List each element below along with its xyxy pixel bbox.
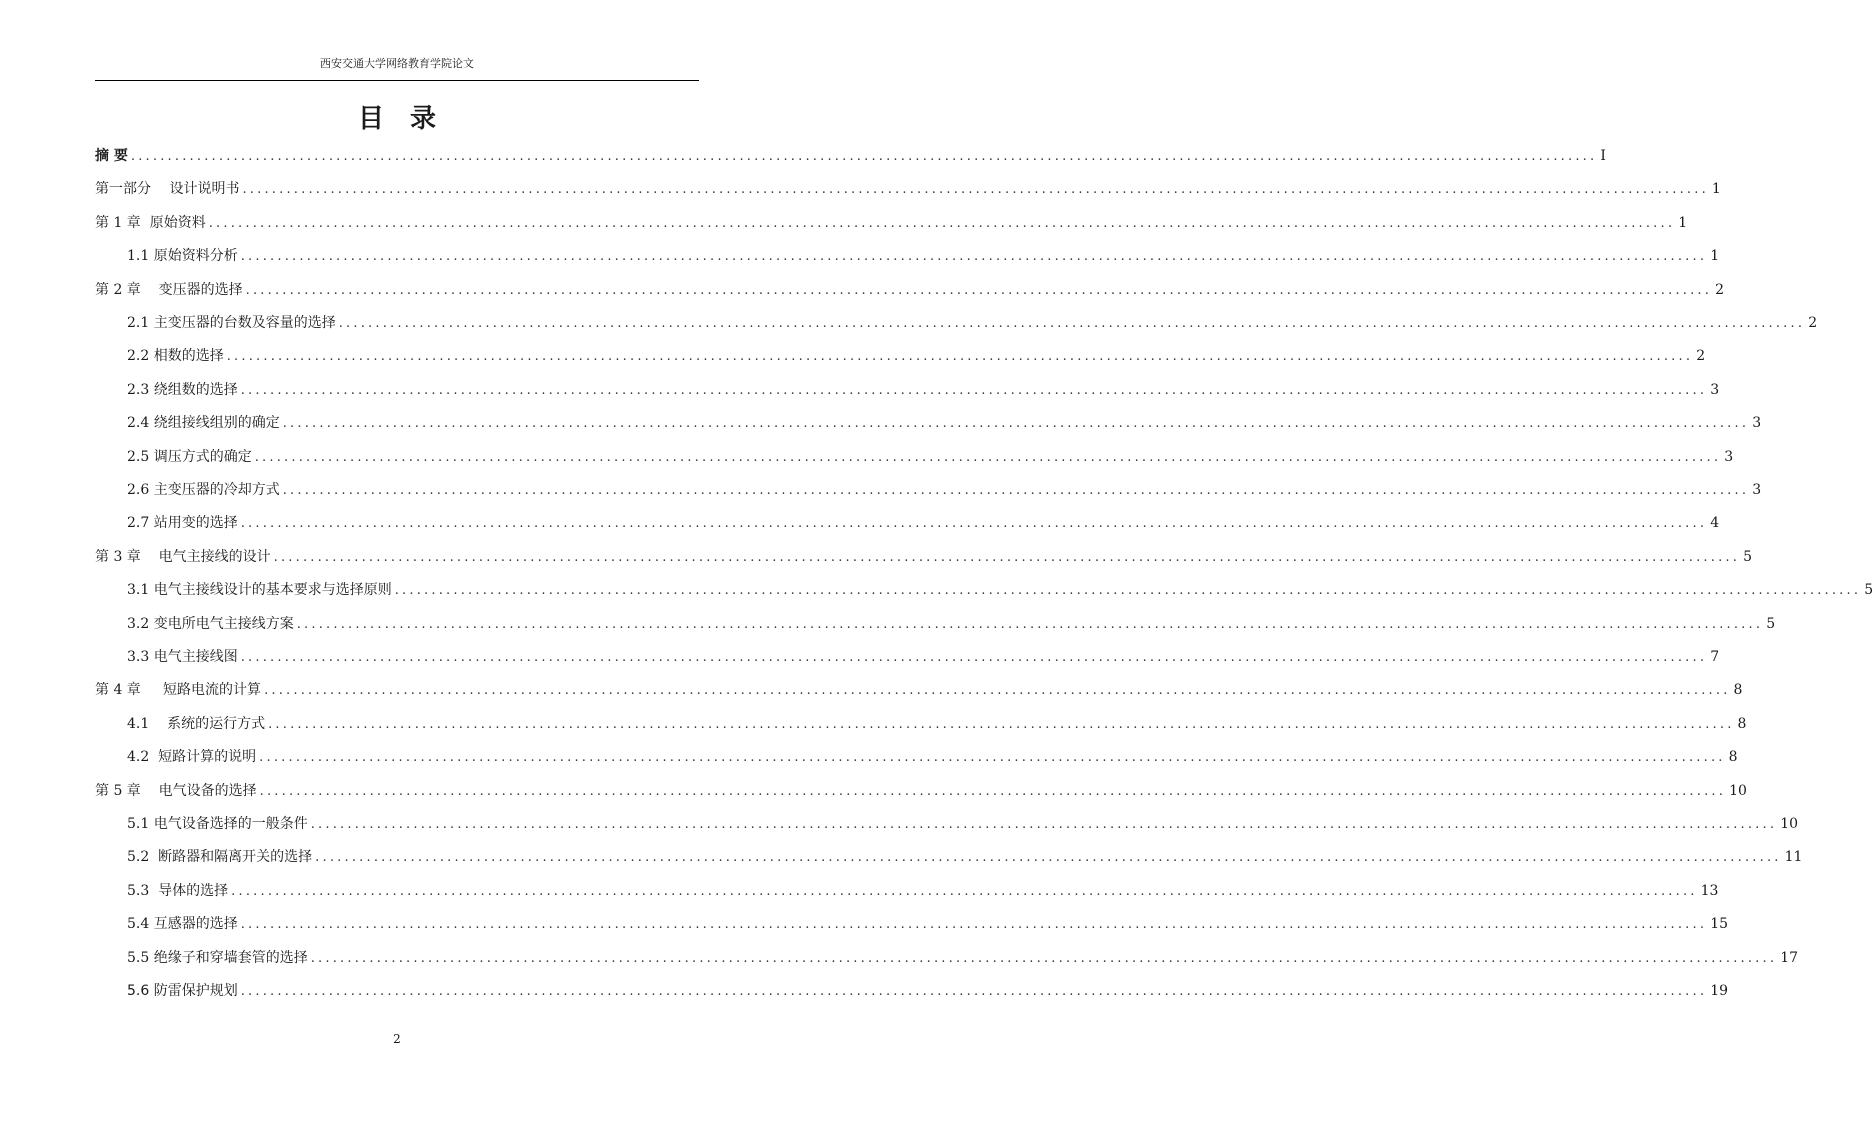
toc-entry-page: 10 (1729, 782, 1747, 799)
toc-entry-page: 15 (1710, 916, 1729, 933)
toc-entry-label: 1.1 原始资料分析 (127, 248, 238, 265)
document-header: 西安交通大学网络教育学院论文 (320, 57, 474, 70)
toc-entry-page: 3 (1752, 482, 1762, 498)
toc-entry-label: 4.2 短路计算的说明 (127, 749, 257, 766)
toc-entry-page: 2 (1715, 281, 1724, 298)
toc-leader-dots: ........................................................................................................................................................................................................ (240, 382, 1708, 398)
toc-leader-dots: ........................................................................................................................................................................................................ (296, 616, 1764, 632)
toc-entry-page: 2 (1808, 315, 1818, 331)
toc-entry-page: 2 (1696, 348, 1706, 365)
toc-leader-dots: ........................................................................................................................................................................................................ (259, 750, 1726, 766)
toc-entry-page: 8 (1728, 749, 1738, 766)
toc-entry-page: 3 (1752, 415, 1762, 432)
toc-entry-page: 5 (1864, 582, 1873, 599)
toc-entry[interactable] (95, 212, 1688, 234)
toc-entry-label: 5.3 导体的选择 (127, 882, 229, 899)
toc-entry-label: 第 2 章 变压器的选择 (95, 281, 243, 298)
toc-entry-page: 17 (1780, 949, 1799, 966)
toc-entry-label: 3.2 变电所电气主接线方案 (127, 615, 294, 632)
toc-entry-page: 5 (1743, 548, 1752, 565)
toc-entry[interactable] (127, 245, 1720, 267)
toc-leader-dots: ........................................................................................................................................................................................................ (208, 215, 1676, 231)
toc-leader-dots: ........................................................................................................................................................................................................ (240, 650, 1708, 665)
toc-entry-label: 3.3 电气主接线图 (127, 649, 238, 665)
toc-entry[interactable] (127, 846, 1803, 868)
toc-entry-label: 5.6 防雷保护规划 (127, 983, 238, 999)
toc-leader-dots: ........................................................................................................................................................................................................ (240, 984, 1708, 999)
toc-entry-page: 3 (1710, 381, 1720, 398)
toc-entry-page: 1 (1711, 181, 1721, 198)
toc-entry-page: 11 (1784, 849, 1803, 866)
toc-entry-label: 2.2 相数的选择 (127, 348, 224, 365)
toc-entry-label: 5.4 互感器的选择 (127, 916, 238, 933)
toc-leader-dots: ........................................................................................................................................................................................................ (254, 449, 1722, 465)
toc-entry[interactable] (127, 479, 1762, 501)
toc-entry-label: 5.5 绝缘子和穿墙套管的选择 (127, 949, 308, 966)
toc-leader-dots: ........................................................................................................................................................................................................ (264, 683, 1731, 699)
toc-leader-dots: ........................................................................................................................................................................................................ (226, 349, 1694, 365)
toc-entry[interactable] (95, 546, 1752, 568)
toc-leader-dots: ........................................................................................................................................................................................................ (282, 483, 1750, 498)
toc-leader-dots: ........................................................................................................................................................................................................ (259, 783, 1727, 799)
toc-leader-dots: ........................................................................................................................................................................................................ (315, 850, 1782, 866)
toc-entry-label: 2.6 主变压器的冷却方式 (127, 482, 280, 498)
toc-entry[interactable] (127, 512, 1720, 534)
toc-entry[interactable] (127, 746, 1738, 768)
toc-entry-label: 2.7 站用变的选择 (127, 515, 238, 532)
toc-leader-dots: ........................................................................................................................................................................................................ (338, 316, 1806, 331)
toc-entry[interactable] (127, 613, 1776, 635)
toc-title: 目 录 (357, 104, 436, 134)
toc-entry-label: 3.1 电气主接线设计的基本要求与选择原则 (127, 582, 392, 599)
toc-entry-page: 4 (1710, 515, 1720, 532)
toc-entry[interactable] (127, 813, 1799, 835)
toc-leader-dots: ........................................................................................................................................................................................................ (310, 817, 1778, 832)
toc-entry-label: 5.1 电气设备选择的一般条件 (127, 816, 308, 832)
toc-entry[interactable] (127, 646, 1720, 668)
toc-entry[interactable] (127, 446, 1734, 468)
toc-entry[interactable] (95, 145, 1606, 167)
toc-entry[interactable] (127, 713, 1747, 735)
toc-leader-dots: ........................................................................................................................................................................................................ (245, 282, 1713, 298)
toc-entry[interactable] (127, 379, 1720, 401)
toc-entry[interactable] (127, 880, 1719, 902)
toc-entry-label: 2.3 绕组数的选择 (127, 381, 238, 398)
toc-entry-page: 8 (1733, 682, 1743, 699)
toc-entry[interactable] (127, 412, 1762, 434)
toc-entry-page: 3 (1724, 448, 1734, 465)
toc-entry[interactable] (95, 178, 1721, 200)
toc-entry-page: 19 (1710, 983, 1729, 999)
toc-entry-label: 第 1 章 原始资料 (95, 214, 206, 231)
toc-entry[interactable] (95, 679, 1743, 701)
header-rule (95, 80, 699, 81)
toc-entry-page: 10 (1780, 816, 1799, 832)
toc-entry[interactable] (127, 980, 1729, 1002)
toc-entry-label: 第 4 章 短路电流的计算 (95, 682, 262, 699)
toc-leader-dots: ........................................................................................................................................................................................................ (310, 950, 1778, 966)
toc-entry-page: 13 (1700, 882, 1719, 899)
toc-entry[interactable] (127, 913, 1729, 935)
toc-entry-page: 8 (1737, 715, 1747, 732)
toc-entry-label: 2.5 调压方式的确定 (127, 448, 252, 465)
toc-entry-label: 第一部分 设计说明书 (95, 181, 240, 198)
toc-entry-label: 第 3 章 电气主接线的设计 (95, 548, 271, 565)
toc-leader-dots: ........................................................................................................................................................................................................ (240, 917, 1708, 933)
toc-entry-page: I (1600, 148, 1606, 164)
toc-entry-page: 7 (1710, 649, 1720, 665)
toc-entry[interactable] (127, 579, 1873, 601)
toc-entry-label: 摘 要 (95, 148, 128, 164)
toc-entry-page: 5 (1766, 615, 1776, 632)
toc-entry-page: 1 (1678, 214, 1688, 231)
toc-leader-dots: ........................................................................................................................................................................................................ (268, 716, 1735, 732)
toc-leader-dots: ........................................................................................................................................................................................................ (231, 883, 1698, 899)
toc-leader-dots: ........................................................................................................................................................................................................ (242, 182, 1709, 198)
toc-entry-label: 5.2 断路器和隔离开关的选择 (127, 849, 313, 866)
toc-leader-dots: ........................................................................................................................................................................................................ (394, 583, 1862, 599)
toc-entry-page: 1 (1710, 248, 1720, 265)
toc-entry[interactable] (95, 279, 1724, 301)
toc-entry[interactable] (127, 312, 1818, 334)
toc-leader-dots: ........................................................................................................................................................................................................ (130, 149, 1598, 164)
toc-leader-dots: ........................................................................................................................................................................................................ (240, 516, 1708, 532)
toc-entry-label: 2.4 绕组接线组别的确定 (127, 415, 280, 432)
toc-entry[interactable] (127, 345, 1706, 367)
toc-entry[interactable] (127, 947, 1799, 969)
toc-entry-label: 4.1 系统的运行方式 (127, 715, 266, 732)
toc-leader-dots: ........................................................................................................................................................................................................ (240, 249, 1708, 265)
toc-entry[interactable] (95, 780, 1747, 802)
toc-leader-dots: ........................................................................................................................................................................................................ (273, 549, 1741, 565)
page-number: 2 (393, 1032, 401, 1046)
toc-leader-dots: ........................................................................................................................................................................................................ (282, 416, 1750, 432)
toc-entry-label: 2.1 主变压器的台数及容量的选择 (127, 315, 336, 331)
toc-entry-label: 第 5 章 电气设备的选择 (95, 782, 257, 799)
